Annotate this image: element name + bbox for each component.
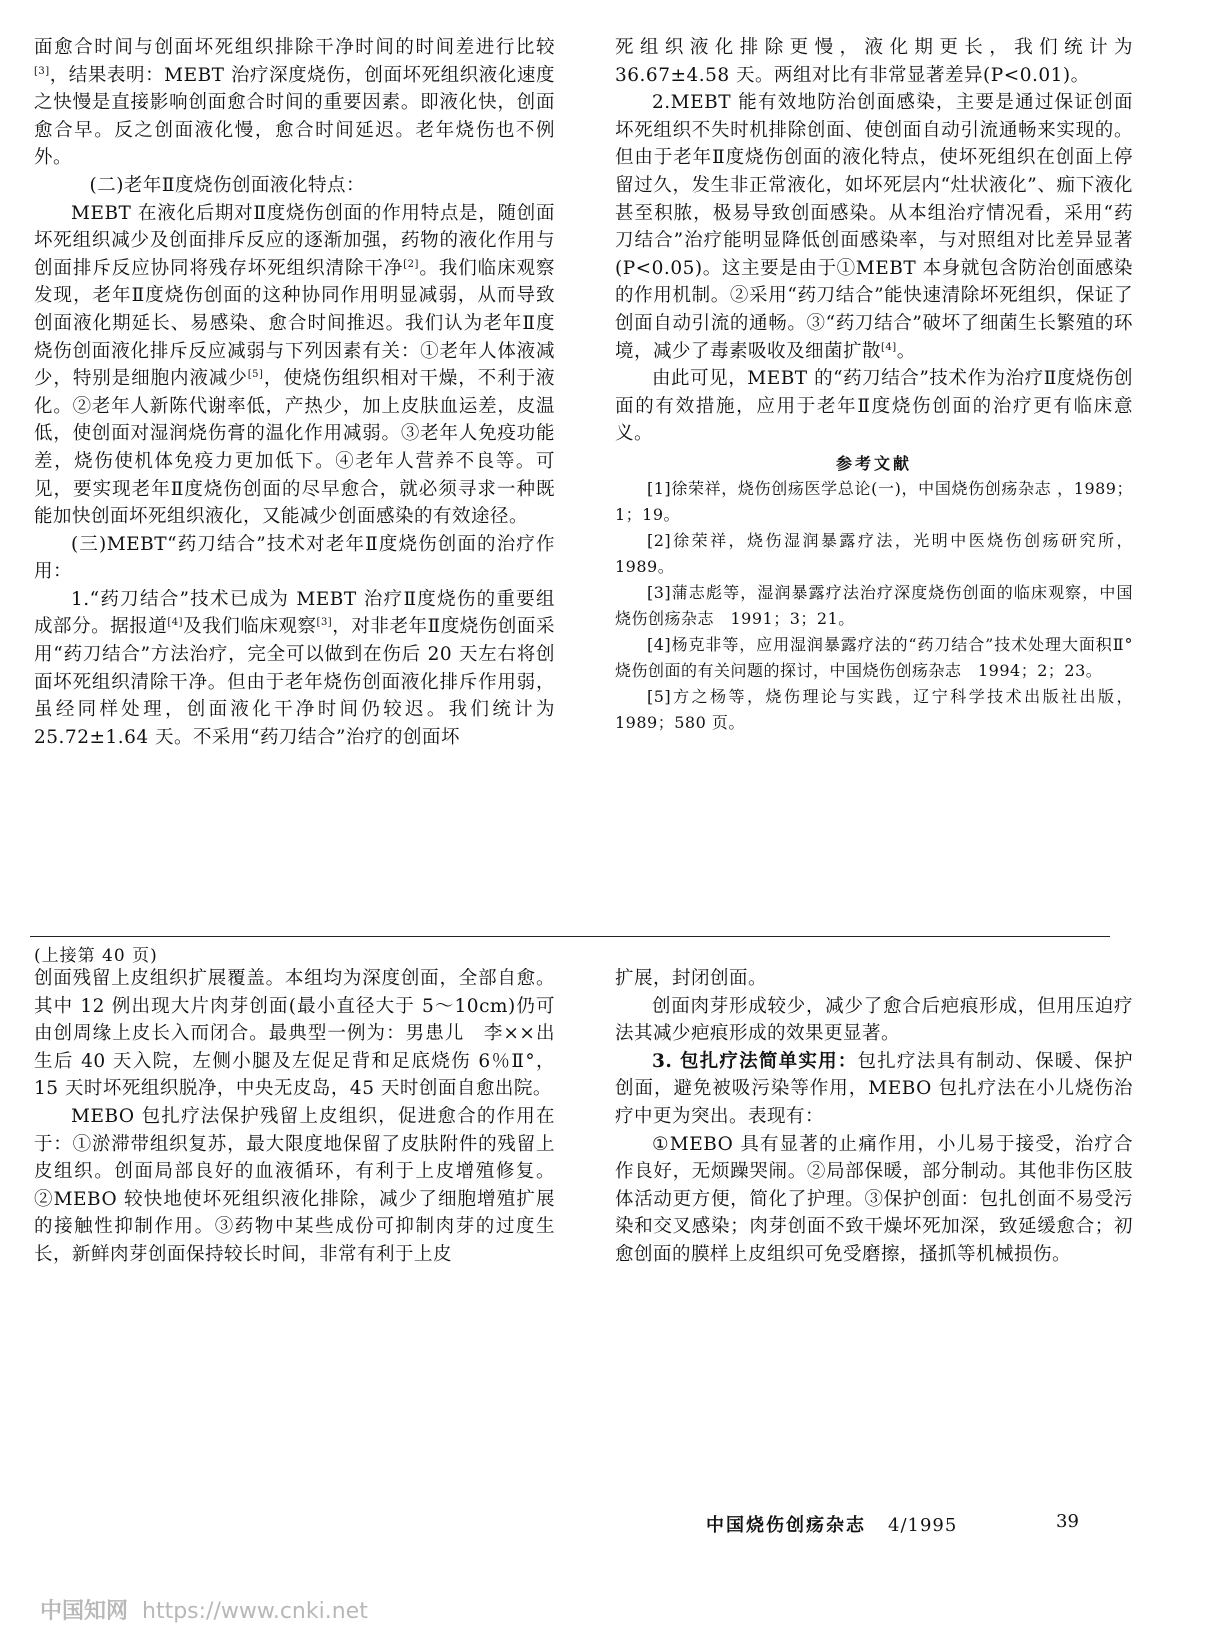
paragraph [615,1048,1133,1131]
reference-item: [2]徐荣祥，烧伤湿润暴露疗法，光明中医烧伤创疡研究所，1989。 [615,530,1133,576]
text: 及我们临床观察 [183,616,317,638]
issue-number: 4/1995 [888,1515,958,1536]
bottom-left-column [34,965,555,1269]
text: 。 [896,340,916,362]
citation: [2] [403,258,419,270]
journal-footer [706,1511,957,1537]
text: 面愈合时间与创面坏死组织排除干净时间的时间差进行比较 [34,37,555,58]
text: ，结果表明：MEBT 治疗深度烧伤，创面坏死组织液化速度之快慢是直接影响创面愈合时间的重要因素。即液化快，创面愈合早。反之创面液化慢，愈合时间延迟。老年烧伤也不例外。 [34,64,555,169]
journal-name: 中国烧伤创疡杂志 [706,1515,866,1536]
paragraph: ①MEBO 具有显著的止痛作用，小儿易于接受，治疗合作良好，无烦躁哭闹。②局部保暖，部分制动。其他非伤区肢体活动更方便，简化了护理。③保护创面：包扎创面不易受污染和交叉感染；肉芽创面不致干燥坏死加深，致延缓愈合；初愈创面的膜样上皮组织可免受磨擦，搔抓等机械损伤。 [615,1133,1133,1265]
paragraph: 创面肉芽形成较少，减少了愈合后疤痕形成，但用压迫疗法其减少疤痕形成的效果更显著。 [615,995,1133,1045]
continued-from-label: (上接第 40 页) [34,946,158,966]
cnki-watermark [40,1594,368,1625]
subheading: 3. 包扎疗法简单实用： [652,1050,858,1072]
citation: [3] [316,617,333,629]
top-right-column [615,34,1133,736]
paragraph: 创面残留上皮组织扩展覆盖。本组均为深度创面，全部自愈。其中 12 例出现大片肉芽创面(最小直径大于 5～10cm)仍可由创周缘上皮长入而闭合。最典型一例为：男患儿 李××出生后 40 天入院，左侧小腿及左促足背和足底烧伤 6％Ⅱ°，15 天时坏死组织脱净，中央无皮岛，45 天时创面自愈出院。 [34,968,555,1100]
paragraph: 死组织液化排除更慢，液化期更长，我们统计为 36.67±4.58 天。两组对比有非常显著差异(P<0.01)。 [615,37,1133,86]
text: MEBT 在液化后期对Ⅱ度烧伤创面的作用特点是，随创面坏死组织减少及创面排斥反应的逐渐加强，药物的液化作用与创面排斥反应协同将残存坏死组织清除干净 [34,202,555,279]
reference-item: [5]方之杨等，烧伤理论与实践，辽宁科学技术出版社出版，1989；580 页。 [615,686,1133,732]
text: ，对非老年Ⅱ度烧伤创面采用“药刀结合”方法治疗，完全可以做到在伤后 20 天左右将创面坏死组织清除干净。但由于老年烧伤创面液化排斥作用弱，虽经同样处理，创面液化干净时间仍较迟。我们统计为 25.72±1.64 天。不采用“药刀结合”治疗的创面坏 [34,616,555,748]
bottom-right-column [615,965,1133,1269]
page-number: 39 [1056,1511,1079,1532]
paragraph [615,89,1133,365]
text: 1.“药刀结合”技术已成为 MEBT 治疗Ⅱ度烧伤的重要组成部分。据报道 [34,588,555,638]
section-heading: (二)老年Ⅱ度烧伤创面液化特点： [89,174,366,196]
paragraph: 由此可见，MEBT 的“药刀结合”技术作为治疗Ⅱ度烧伤创面的有效措施，应用于老年Ⅱ度烧伤创面的治疗更有临床意义。 [615,368,1133,445]
paragraph [34,34,555,172]
section-heading: (三)MEBT“药刀结合”技术对老年Ⅱ度烧伤创面的治疗作用： [34,533,555,583]
cnki-logo: 中国知网 [40,1599,129,1624]
section-divider [30,936,1110,937]
paragraph: MEBO 包扎疗法保护残留上皮组织，促进愈合的作用在于：①淤滞带组织复苏，最大限度地保留了皮肤附件的残留上皮组织。创面局部良好的血液循环，有利于上皮增殖修复。②MEBO 较快地使坏死组织液化排除，减少了细胞增殖扩展的接触性抑制作用。③药物中某些成份可抑制肉芽的过度生长，新鲜肉芽创面保持较长时间，非常有利于上皮 [34,1105,555,1265]
paragraph: 扩展，封闭创面。 [615,968,768,989]
citation: [4] [881,341,897,353]
citation: [5] [247,368,264,380]
watermark-url: https://www.cnki.net [142,1599,368,1624]
reference-item: [4]杨克非等，应用湿润暴露疗法的“药刀结合”技术处理大面积Ⅱ°烧伤创面的有关问题的探讨，中国烧伤创疡杂志 1994；2；23。 [615,634,1133,680]
text: 包扎疗法具有制动、保暖、保护创面，避免被吸污染等作用，MEBO 包扎疗法在小儿烧伤治疗中更为突出。表现有： [615,1050,1133,1127]
text: 。我们临床观察发现，老年Ⅱ度烧伤创面的这种协同作用明显减弱，从而导致创面液化期延长、易感染、愈合时间推迟。我们认为老年Ⅱ度烧伤创面液化排斥反应减弱与下列因素有关：①老年人体液减少，特别是细胞内液减少 [34,257,555,390]
reference-item: [3]蒲志彪等，湿润暴露疗法治疗深度烧伤创面的临床观察，中国烧伤创疡杂志 1991；3；21。 [615,582,1133,628]
text: 2.MEBT 能有效地防治创面感染，主要是通过保证创面坏死组织不失时机排除创面、使创面自动引流通畅来实现的。但由于老年Ⅱ度烧伤创面的液化特点，使坏死组织在创面上停留过久，发生非正常液化，如坏死层内“灶状液化”、痂下液化甚至积脓，极易导致创面感染。从本组治疗情况看，采用“药刀结合”治疗能明显降低创面感染率，与对照组对比差异显著(P<0.05)。这主要是由于①MEBT 本身就包含防治创面感染的作用机制。②采用“药刀结合”能快速清除坏死组织，保证了创面自动引流的通畅。③“药刀结合”破坏了细菌生长繁殖的环境，减少了毒素吸收及细菌扩散 [615,92,1133,362]
text: ，使烧伤组织相对干燥，不利于液化。②老年人新陈代谢率低，产热少，加上皮肤血运差，皮温低，使创面对湿润烧伤膏的温化作用减弱。③老年人免疫功能差，烧伤使机体免疫力更加低下。④老年人营养不良等。可见，要实现老年Ⅱ度烧伤创面的尽早愈合，就必须寻求一种既能加快创面坏死组织液化，又能减少创面感染的有效途径。 [34,368,555,528]
citation: [3] [34,65,50,77]
paragraph [34,586,555,752]
citation: [4] [167,617,184,629]
reference-item: [1]徐荣祥，烧伤创疡医学总论(一)，中国烧伤创疡杂志 ，1989；1；19。 [615,478,1133,524]
paragraph [34,200,555,531]
references-title: 参考文献 [835,453,912,473]
top-left-column [34,34,555,751]
